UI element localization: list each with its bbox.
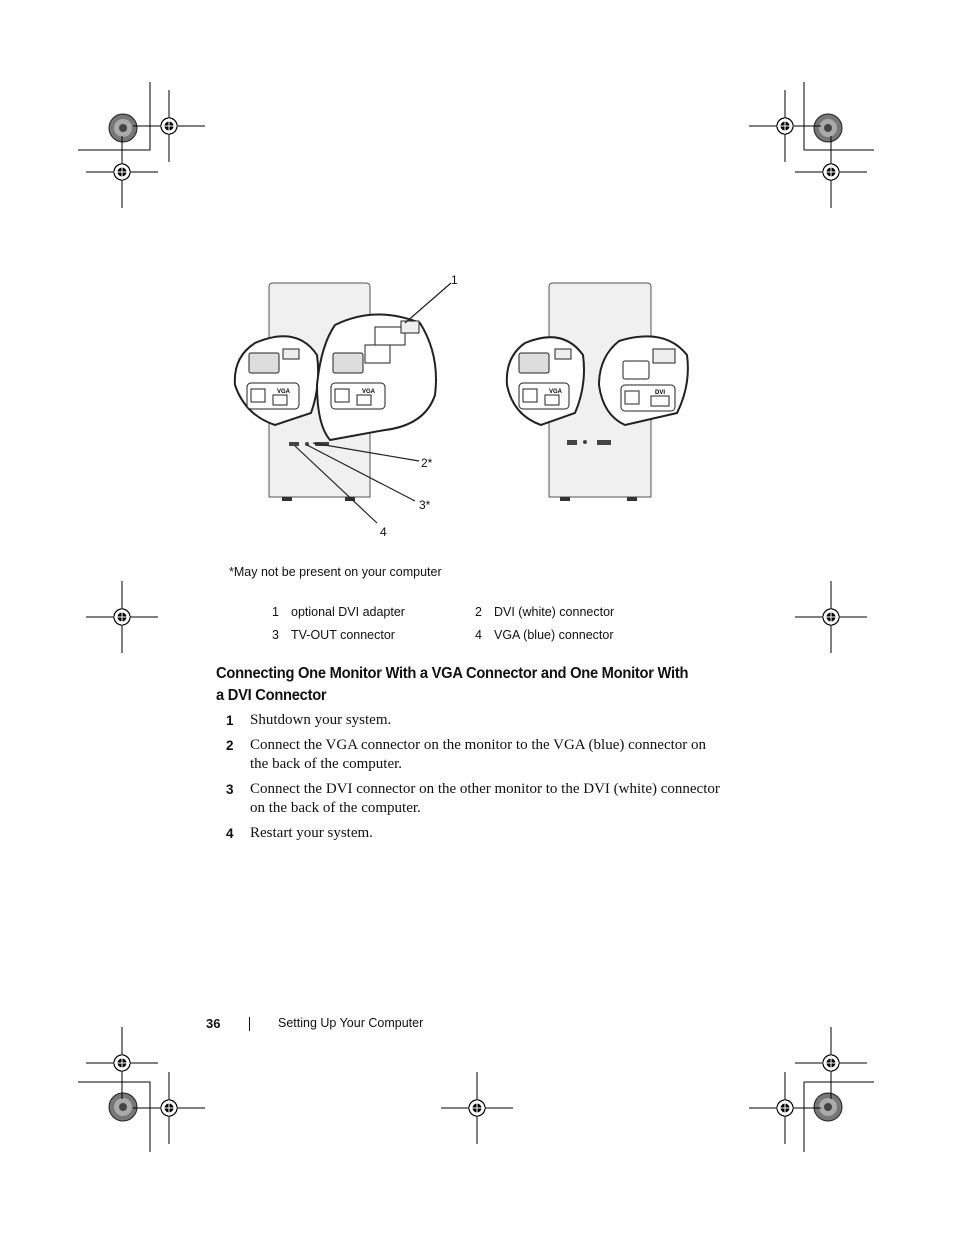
- figure-footnote: *May not be present on your computer: [229, 565, 442, 579]
- step-item: [226, 780, 726, 819]
- vga-port-label-2: VGA: [362, 389, 376, 395]
- step-list: [226, 711, 726, 848]
- step-text: Restart your system.: [250, 824, 373, 841]
- dvi-port-label: DVI: [655, 390, 666, 396]
- step-item: [226, 736, 726, 775]
- legend-text: DVI (white) connector: [494, 605, 615, 619]
- step-number: 2: [226, 737, 234, 753]
- step-text: Connect the DVI connector on the other monitor to the DVI (white) connector on the back of the computer.: [250, 780, 720, 816]
- legend-number: 2: [475, 605, 482, 619]
- legend-text: TV-OUT connector: [291, 628, 395, 642]
- step-text: Shutdown your system.: [250, 712, 392, 728]
- step-number: 3: [226, 781, 234, 797]
- zoom-balloon-dvi-adapter: [317, 314, 436, 440]
- footer-divider: [249, 1017, 250, 1031]
- legend-text: VGA (blue) connector: [494, 628, 614, 642]
- callout-3: 3*: [419, 498, 431, 512]
- vga-port-label-1: VGA: [277, 389, 291, 395]
- legend-number: 4: [475, 628, 482, 642]
- zoom-balloon-vga-right: [507, 337, 584, 425]
- legend-text: optional DVI adapter: [291, 605, 405, 619]
- step-text: Connect the VGA connector on the monitor to the VGA (blue) connector on the back of the computer.: [250, 736, 707, 772]
- footer-section-title: Setting Up Your Computer: [278, 1016, 424, 1030]
- monitor-connection-illustration: [225, 265, 705, 555]
- page-number: 36: [206, 1016, 221, 1031]
- callout-1: 1: [451, 273, 458, 287]
- vga-port-label-3: VGA: [549, 389, 563, 395]
- legend-number: 1: [272, 605, 279, 619]
- step-number: 1: [226, 713, 234, 728]
- step-item: [226, 711, 726, 731]
- step-item: [226, 824, 726, 844]
- callout-2: 2*: [421, 456, 433, 470]
- callout-4: 4: [380, 525, 387, 539]
- section-heading: Connecting One Monitor With a VGA Connector and One Monitor With a DVI Connector: [216, 665, 689, 704]
- legend-number: 3: [272, 628, 279, 642]
- zoom-balloon-dvi-right: [599, 336, 688, 425]
- step-number: 4: [226, 825, 234, 841]
- zoom-balloon-vga-left: [235, 336, 318, 425]
